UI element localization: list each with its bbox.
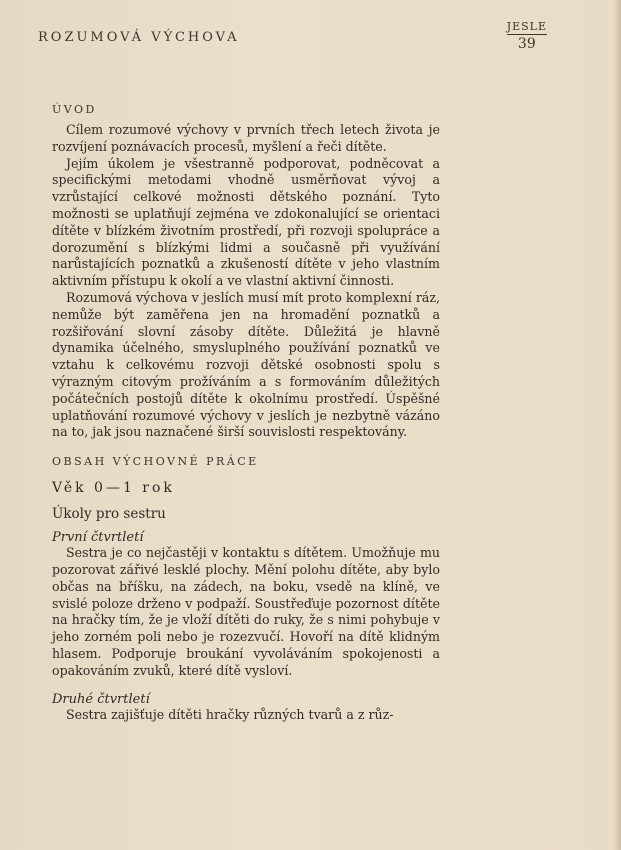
page-corner (507, 20, 547, 52)
page-body (52, 103, 440, 723)
obsah-heading: OBSAH VÝCHOVNÉ PRÁCE (52, 455, 259, 469)
paragraph: Sestra zajišťuje dítěti hračky různých tvarů a z růz- (66, 706, 394, 722)
tasks-heading: Úkoly pro sestru (52, 506, 166, 523)
page-number: 39 (517, 36, 536, 52)
uvod-heading: ÚVOD (52, 103, 97, 116)
age-heading: Věk 0—1 rok (52, 480, 175, 497)
first-quarter-heading: První čtvrtletí (52, 530, 144, 546)
paragraph: Jejím úkolem je všestranně podporovat, podněcovat a specifickými metodami vhodně usměrňovat vývoj a vzrůstající celkové možnosti dětského poznání. Tyto možnosti se uplatňují zejména ve zdokonalující se orientaci dítěte v blízkém životním prostředí, při rozvoji spolupráce a dorozumění s blízkými lidmi a současně při využívání narůstajících poznatků a zkušeností dítěte v jeho vlastním aktivním přístupu k okolí a ve vlastní aktivní činnosti. (52, 155, 440, 289)
paragraph: Sestra je co nejčastěji v kontaktu s dítětem. Umožňuje mu pozorovat zářivé lesklé plochy. Mění polohu dítěte, aby bylo občas na bříšku, na zádech, na boku, vsedě na klíně, ve svislé poloze drženo v podpaží. Soustřeďuje pozornost dítěte na hračky tím, že je vloží dítěti do ruky, že s nimi pohybuje v jeho zorném poli nebo je rozezvučí. Hovoří na dítě klidným hlasem. Podporuje broukání vyvoláváním spokojenosti a opakováním zvuků, které dítě vysloví. (52, 545, 440, 678)
running-head: ROZUMOVÁ VÝCHOVA (38, 30, 240, 45)
paragraph: Cílem rozumové výchovy v prvních třech letech života je rozvíjení poznávacích procesů, myšlení a řeči dítěte. (52, 122, 440, 154)
paragraph: Rozumová výchova v jeslích musí mít proto komplexní ráz, nemůže být zaměřena jen na hromadění poznatků a rozšiřování slovní zásoby dítěte. Důležitá je hlavně dynamika účelného, smysluplného používání poznatků ve vztahu k celkovému rozvoji dětské osobnosti spolu s výrazným citovým prožíváním a s formováním důležitých počátečních postojů dítěte k okolnímu prostředí. Úspěšné uplatňování rozumové výchovy v jeslích je nezbytně vázáno na to, jak jsou naznačené širší souvislosti respektovány. (52, 289, 440, 440)
section-tag: JESLE (506, 20, 547, 33)
second-quarter-heading: Druhé čtvrtletí (52, 691, 150, 707)
